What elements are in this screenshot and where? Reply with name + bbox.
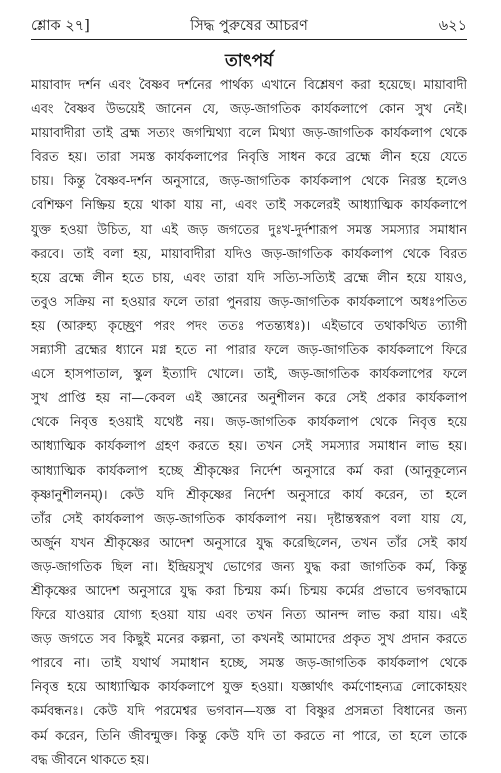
text-line: তাঁর সেই কার্যকলাপ জড়-জাগতিক কার্যকলাপ নয়। দৃষ্টান্তস্বরূপ বলা যায় যে,	[31, 511, 467, 527]
text-line: যুক্ত হওয়া উচিত, যা এই জড় জগতের দুঃখ-দুর্দশারূপ সমস্ত সমস্যার সমাধান	[31, 222, 467, 238]
verse-reference: শ্লোক ২৭]	[31, 18, 90, 34]
text-line: আধ্যাত্মিক কার্যকলাপ গ্রহণ করতে হয়। তখন সেই সমস্যার সমাধান লাভ হয়।	[31, 439, 467, 455]
text-line-last: বদ্ধ জীবনে থাকতে হয়।	[31, 752, 150, 768]
text-line: ফিরে যাওয়ার যোগ্য হওয়া যায় এবং তখন নিত্য আনন্দ লাভ করা যায়। এই	[31, 608, 467, 624]
text-line: মায়াবাদ দর্শন এবং বৈষ্ণব দর্শনের পার্থক্য এখানে বিশ্লেষণ করা হয়েছে। মায়াবাদী	[31, 78, 467, 93]
text-line: সুখ প্রাপ্তি হয় না—কেবল এই জ্ঞানের অনুশীলন করে সেই প্রকার কার্যকলাপ	[31, 391, 467, 407]
page-number: ৬২১	[438, 18, 467, 34]
text-line: সন্ন্যাসী ব্রহ্মের ধ্যানে মগ্ন হতে না পারার ফলে জড়-জাগতিক কার্যকলাপে ফিরে	[31, 343, 467, 359]
text-line: এবং বৈষ্ণব উভয়েই জানেন যে, জড়-জাগতিক কার্যকলাপে কোন সুখ নেই।	[31, 102, 467, 118]
text-line: মায়াবাদীরা তাই ব্রহ্ম সত্যং জগন্মিথ্যা বলে মিথ্যা জড়-জাগতিক কার্যকলাপ থেকে	[31, 126, 467, 142]
running-head	[31, 13, 467, 39]
text-line: চায়। কিন্তু বৈষ্ণব-দর্শন অনুসারে, জড়-জাগতিক কার্যকলাপ থেকে নিরস্ত হলেও	[31, 174, 467, 190]
text-line: বিরত হয়। তারা সমস্ত কার্যকলাপের নিবৃত্তি সাধন করে ব্রহ্মে লীন হয়ে যেতে	[31, 150, 467, 166]
text-line: হয়ে ব্রহ্মে লীন হতে চায়, এবং তারা যদি সত্যি-সত্যিই ব্রহ্মে লীন হয়ে যায়ও,	[31, 270, 467, 286]
text-line: নিবৃত্ত হয়ে আধ্যাত্মিক কার্যকলাপে যুক্ত হওয়া। যজ্ঞার্থাৎ কর্মণোহন্যত্র লোকোহয়ং	[31, 680, 467, 696]
text-line: কর্ম করেন, তিনি জীবন্মুক্ত। কিন্তু কেউ যদি তা করতে না পারে, তা হলে তাকে	[31, 728, 467, 744]
text-line: বেশিক্ষণ নিষ্ক্রিয় হয়ে থাকা যায় না, এবং তাই সকলেরই আধ্যাত্মিক কার্যকলাপে	[31, 198, 467, 214]
section-heading: তাৎপর্য	[224, 51, 274, 71]
text-line: শ্রীকৃষ্ণের আদেশ অনুসারে যুদ্ধ করা চিন্ময় কর্ম। চিন্ময় কর্মের প্রভাবে ভগবদ্ধামে	[31, 583, 467, 599]
text-line: করবে। তাই বলা হয়, মায়াবাদীরা যদিও জড়-জাগতিক কার্যকলাপ থেকে বিরত	[31, 246, 467, 262]
text-line: জড় জগতে সব কিছুই মনের কল্পনা, তা কখনই আমাদের প্রকৃত সুখ প্রদান করতে	[31, 632, 467, 648]
text-line: এসে হাসপাতাল, স্কুল ইত্যাদি খোলে। তাই, জড়-জাগতিক কার্যকলাপের ফলে	[31, 367, 467, 383]
chapter-title: সিদ্ধ পুরুষের আচরণ	[190, 18, 308, 34]
text-line: আধ্যাত্মিক কার্যকলাপ হচ্ছে শ্রীকৃষ্ণের নির্দেশ অনুসারে কর্ম করা (আনুকূল্যেন	[31, 463, 467, 479]
header-rule	[31, 39, 467, 40]
text-line: পারবে না। তাই যথার্থ সমাধান হচ্ছে, সমস্ত জড়-জাগতিক কার্যকলাপ থেকে	[31, 656, 467, 672]
purport-body	[31, 74, 467, 773]
text-line: অর্জুন যখন শ্রীকৃষ্ণের আদেশ অনুসারে যুদ্ধ করেছিলেন, তখন তাঁর সেই কার্য	[31, 535, 467, 551]
text-line: কর্মবন্ধনঃ। কেউ যদি পরমেশ্বর ভগবান—যজ্ঞ বা বিষ্ণুর প্রসন্নতা বিধানের জন্য	[31, 704, 467, 720]
text-line: কৃষ্ণানুশীলনম্)। কেউ যদি শ্রীকৃষ্ণের নির্দেশ অনুসারে কার্য করেন, তা হলে	[31, 487, 467, 503]
text-line: হয় (আরুহ্য কৃচ্ছ্রেণ পরং পদং ততঃ পতন্ত্যধঃ)। এইভাবে তথাকথিত ত্যাগী	[31, 318, 467, 334]
text-line: জড়-জাগতিক ছিল না। ইন্দ্রিয়সুখ ভোগের জন্য যুদ্ধ করা জাগতিক কর্ম, কিন্তু	[31, 559, 467, 575]
text-line: তবুও সক্রিয় না হওয়ার ফলে তারা পুনরায় জড়-জাগতিক কার্যকলাপে অধঃপতিত	[31, 294, 467, 310]
text-line: থেকে নিবৃত্ত হওয়াই যথেষ্ট নয়। জড়-জাগতিক কার্যকলাপ থেকে নিবৃত্ত হয়ে	[31, 415, 467, 431]
